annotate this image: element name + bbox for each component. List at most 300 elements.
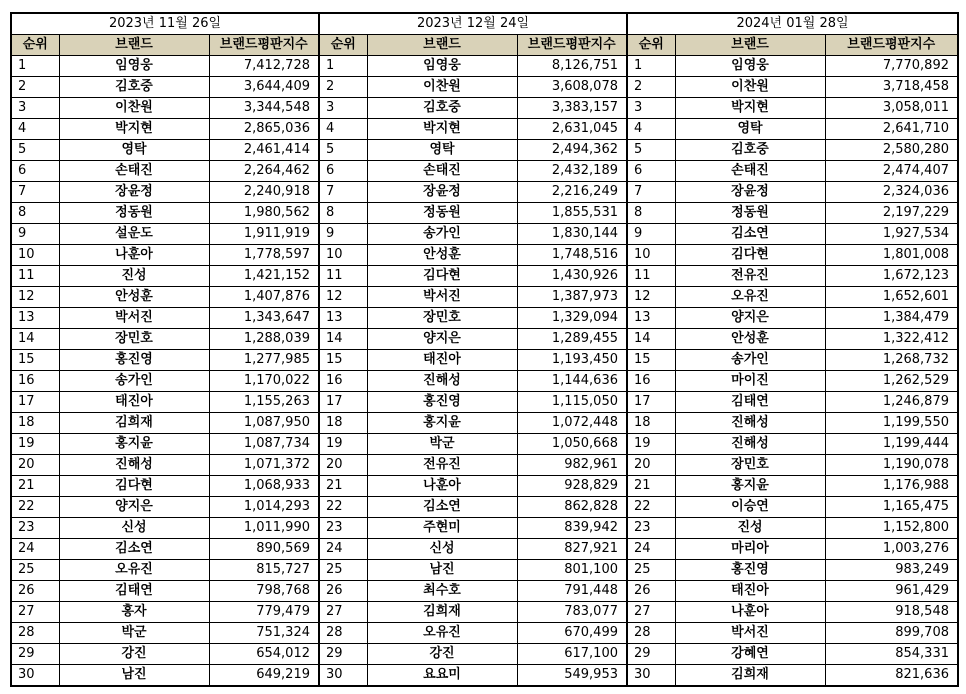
brand-cell: 김호중: [675, 140, 825, 161]
score-cell: 1,152,800: [825, 518, 958, 539]
brand-cell: 박서진: [59, 308, 209, 329]
table-row: [11, 266, 958, 287]
brand-cell: 임영웅: [675, 56, 825, 77]
rank-cell: 2: [11, 77, 59, 98]
brand-cell: 나훈아: [675, 602, 825, 623]
rank-cell: 6: [319, 161, 367, 182]
rank-cell: 9: [319, 224, 367, 245]
score-cell: 751,324: [209, 623, 319, 644]
brand-cell: 이찬원: [59, 98, 209, 119]
rank-cell: 16: [319, 371, 367, 392]
rank-cell: 15: [627, 350, 675, 371]
rank-cell: 14: [319, 329, 367, 350]
rank-cell: 29: [627, 644, 675, 665]
score-cell: 1,262,529: [825, 371, 958, 392]
brand-cell: 김희재: [367, 602, 517, 623]
rank-cell: 29: [319, 644, 367, 665]
score-cell: 670,499: [517, 623, 627, 644]
score-cell: 983,249: [825, 560, 958, 581]
rank-cell: 8: [319, 203, 367, 224]
brand-cell: 영탁: [675, 119, 825, 140]
rank-cell: 20: [319, 455, 367, 476]
brand-cell: 이찬원: [367, 77, 517, 98]
rank-cell: 24: [11, 539, 59, 560]
rank-cell: 11: [11, 266, 59, 287]
table-row: [11, 371, 958, 392]
rank-cell: 19: [627, 434, 675, 455]
rank-cell: 15: [11, 350, 59, 371]
score-cell: 3,383,157: [517, 98, 627, 119]
score-cell: 2,197,229: [825, 203, 958, 224]
rank-cell: 10: [319, 245, 367, 266]
brand-cell: 홍진영: [367, 392, 517, 413]
score-cell: 890,569: [209, 539, 319, 560]
rank-cell: 29: [11, 644, 59, 665]
brand-cell: 박지현: [367, 119, 517, 140]
ranking-table-container: [10, 12, 959, 687]
rank-cell: 7: [11, 182, 59, 203]
brand-cell: 마리아: [675, 539, 825, 560]
score-cell: 1,199,550: [825, 413, 958, 434]
brand-cell: 김태연: [59, 581, 209, 602]
score-cell: 1,980,562: [209, 203, 319, 224]
rank-cell: 18: [11, 413, 59, 434]
score-cell: 1,652,601: [825, 287, 958, 308]
brand-cell: 김소연: [675, 224, 825, 245]
score-cell: 1,387,973: [517, 287, 627, 308]
rank-cell: 13: [319, 308, 367, 329]
brand-cell: 김다현: [59, 476, 209, 497]
rank-cell: 4: [627, 119, 675, 140]
score-cell: 654,012: [209, 644, 319, 665]
brand-cell: 태진아: [675, 581, 825, 602]
brand-cell: 장윤정: [59, 182, 209, 203]
score-cell: 1,289,455: [517, 329, 627, 350]
brand-cell: 김희재: [59, 413, 209, 434]
score-cell: 2,240,918: [209, 182, 319, 203]
rank-cell: 5: [319, 140, 367, 161]
score-cell: 1,268,732: [825, 350, 958, 371]
table-row: [11, 77, 958, 98]
brand-cell: 설운도: [59, 224, 209, 245]
score-cell: 1,115,050: [517, 392, 627, 413]
rank-cell: 22: [11, 497, 59, 518]
brand-cell: 정동원: [59, 203, 209, 224]
rank-cell: 30: [627, 665, 675, 687]
score-cell: 2,324,036: [825, 182, 958, 203]
brand-reputation-table: [10, 12, 959, 687]
brand-cell: 박서진: [367, 287, 517, 308]
score-cell: 1,672,123: [825, 266, 958, 287]
ranking-rows: [11, 56, 958, 687]
rank-cell: 9: [627, 224, 675, 245]
brand-header: 브랜드: [675, 35, 825, 56]
brand-cell: 오유진: [675, 287, 825, 308]
score-cell: 3,718,458: [825, 77, 958, 98]
rank-cell: 3: [627, 98, 675, 119]
brand-cell: 정동원: [367, 203, 517, 224]
brand-cell: 김소연: [367, 497, 517, 518]
brand-cell: 진해성: [675, 413, 825, 434]
score-cell: 7,770,892: [825, 56, 958, 77]
score-cell: 798,768: [209, 581, 319, 602]
rank-cell: 7: [627, 182, 675, 203]
score-header: 브랜드평판지수: [209, 35, 319, 56]
rank-cell: 16: [627, 371, 675, 392]
period-date-3: 2024년 01월 28일: [627, 13, 958, 35]
rank-cell: 6: [11, 161, 59, 182]
table-row: [11, 497, 958, 518]
rank-cell: 26: [319, 581, 367, 602]
rank-cell: 17: [627, 392, 675, 413]
brand-cell: 정동원: [675, 203, 825, 224]
brand-cell: 박서진: [675, 623, 825, 644]
score-cell: 791,448: [517, 581, 627, 602]
rank-cell: 13: [627, 308, 675, 329]
score-cell: 821,636: [825, 665, 958, 687]
rank-cell: 3: [319, 98, 367, 119]
brand-cell: 김호중: [367, 98, 517, 119]
rank-cell: 24: [319, 539, 367, 560]
brand-cell: 양지은: [675, 308, 825, 329]
score-cell: 918,548: [825, 602, 958, 623]
rank-cell: 17: [319, 392, 367, 413]
brand-cell: 진해성: [367, 371, 517, 392]
brand-cell: 김다현: [367, 266, 517, 287]
brand-cell: 남진: [59, 665, 209, 687]
brand-cell: 주현미: [367, 518, 517, 539]
score-cell: 1,343,647: [209, 308, 319, 329]
score-cell: 1,322,412: [825, 329, 958, 350]
table-row: [11, 287, 958, 308]
rank-cell: 30: [319, 665, 367, 687]
score-cell: 1,927,534: [825, 224, 958, 245]
brand-cell: 박지현: [59, 119, 209, 140]
score-cell: 1,014,293: [209, 497, 319, 518]
brand-cell: 태진아: [367, 350, 517, 371]
rank-cell: 6: [627, 161, 675, 182]
table-row: [11, 119, 958, 140]
rank-cell: 22: [319, 497, 367, 518]
rank-cell: 2: [627, 77, 675, 98]
brand-cell: 박군: [367, 434, 517, 455]
brand-cell: 마이진: [675, 371, 825, 392]
brand-cell: 양지은: [59, 497, 209, 518]
score-cell: 1,407,876: [209, 287, 319, 308]
rank-cell: 19: [319, 434, 367, 455]
score-header: 브랜드평판지수: [825, 35, 958, 56]
rank-cell: 21: [11, 476, 59, 497]
rank-cell: 12: [11, 287, 59, 308]
table-row: [11, 203, 958, 224]
rank-cell: 23: [627, 518, 675, 539]
table-row: [11, 623, 958, 644]
brand-cell: 송가인: [367, 224, 517, 245]
brand-cell: 최수호: [367, 581, 517, 602]
score-cell: 3,608,078: [517, 77, 627, 98]
brand-cell: 안성훈: [675, 329, 825, 350]
rank-cell: 21: [319, 476, 367, 497]
score-cell: 1,277,985: [209, 350, 319, 371]
brand-cell: 김호중: [59, 77, 209, 98]
brand-cell: 태진아: [59, 392, 209, 413]
score-cell: 2,461,414: [209, 140, 319, 161]
brand-header: 브랜드: [367, 35, 517, 56]
score-cell: 1,329,094: [517, 308, 627, 329]
rank-cell: 12: [319, 287, 367, 308]
score-cell: 1,087,734: [209, 434, 319, 455]
brand-cell: 손태진: [675, 161, 825, 182]
brand-cell: 오유진: [59, 560, 209, 581]
score-cell: 2,264,462: [209, 161, 319, 182]
score-cell: 1,003,276: [825, 539, 958, 560]
score-cell: 899,708: [825, 623, 958, 644]
score-cell: 1,193,450: [517, 350, 627, 371]
table-row: [11, 56, 958, 77]
score-cell: 1,288,039: [209, 329, 319, 350]
period-date-row: [11, 13, 958, 35]
score-cell: 1,830,144: [517, 224, 627, 245]
score-cell: 1,384,479: [825, 308, 958, 329]
brand-cell: 안성훈: [367, 245, 517, 266]
brand-cell: 임영웅: [367, 56, 517, 77]
table-row: [11, 602, 958, 623]
rank-cell: 5: [11, 140, 59, 161]
score-cell: 8,126,751: [517, 56, 627, 77]
rank-cell: 25: [319, 560, 367, 581]
table-row: [11, 182, 958, 203]
score-cell: 649,219: [209, 665, 319, 687]
rank-cell: 8: [627, 203, 675, 224]
rank-cell: 8: [11, 203, 59, 224]
score-cell: 862,828: [517, 497, 627, 518]
brand-cell: 장민호: [675, 455, 825, 476]
brand-cell: 송가인: [675, 350, 825, 371]
brand-cell: 송가인: [59, 371, 209, 392]
brand-header: 브랜드: [59, 35, 209, 56]
score-cell: 1,421,152: [209, 266, 319, 287]
score-cell: 1,144,636: [517, 371, 627, 392]
brand-cell: 이승연: [675, 497, 825, 518]
score-cell: 1,246,879: [825, 392, 958, 413]
brand-cell: 홍진영: [675, 560, 825, 581]
rank-cell: 12: [627, 287, 675, 308]
score-cell: 1,087,950: [209, 413, 319, 434]
rank-cell: 7: [319, 182, 367, 203]
brand-cell: 손태진: [367, 161, 517, 182]
brand-cell: 박군: [59, 623, 209, 644]
table-row: [11, 161, 958, 182]
rank-cell: 28: [319, 623, 367, 644]
brand-cell: 영탁: [367, 140, 517, 161]
brand-cell: 김소연: [59, 539, 209, 560]
score-header: 브랜드평판지수: [517, 35, 627, 56]
brand-cell: 장윤정: [367, 182, 517, 203]
score-cell: 1,071,372: [209, 455, 319, 476]
column-header-row: [11, 35, 958, 56]
brand-cell: 김태연: [675, 392, 825, 413]
brand-cell: 이찬원: [675, 77, 825, 98]
brand-cell: 장윤정: [675, 182, 825, 203]
brand-cell: 양지은: [367, 329, 517, 350]
rank-cell: 1: [11, 56, 59, 77]
table-row: [11, 98, 958, 119]
rank-header: 순위: [11, 35, 59, 56]
score-cell: 3,344,548: [209, 98, 319, 119]
score-cell: 801,100: [517, 560, 627, 581]
rank-header: 순위: [627, 35, 675, 56]
rank-cell: 20: [11, 455, 59, 476]
brand-cell: 홍지윤: [367, 413, 517, 434]
score-cell: 1,748,516: [517, 245, 627, 266]
brand-cell: 홍지윤: [675, 476, 825, 497]
rank-cell: 20: [627, 455, 675, 476]
rank-cell: 10: [11, 245, 59, 266]
rank-cell: 18: [319, 413, 367, 434]
rank-cell: 14: [11, 329, 59, 350]
rank-cell: 27: [319, 602, 367, 623]
brand-cell: 홍지윤: [59, 434, 209, 455]
score-cell: 2,631,045: [517, 119, 627, 140]
rank-cell: 14: [627, 329, 675, 350]
score-cell: 1,011,990: [209, 518, 319, 539]
brand-cell: 요요미: [367, 665, 517, 687]
score-cell: 1,778,597: [209, 245, 319, 266]
score-cell: 1,430,926: [517, 266, 627, 287]
table-row: [11, 518, 958, 539]
brand-cell: 신성: [59, 518, 209, 539]
period-date-1: 2023년 11월 26일: [11, 13, 319, 35]
rank-cell: 26: [627, 581, 675, 602]
table-row: [11, 581, 958, 602]
table-row: [11, 224, 958, 245]
table-row: [11, 308, 958, 329]
rank-cell: 15: [319, 350, 367, 371]
rank-cell: 30: [11, 665, 59, 687]
brand-cell: 홍자: [59, 602, 209, 623]
table-row: [11, 455, 958, 476]
brand-cell: 전유진: [367, 455, 517, 476]
rank-cell: 27: [627, 602, 675, 623]
score-cell: 2,216,249: [517, 182, 627, 203]
rank-cell: 28: [11, 623, 59, 644]
brand-cell: 장민호: [59, 329, 209, 350]
rank-cell: 11: [627, 266, 675, 287]
rank-cell: 25: [627, 560, 675, 581]
score-cell: 1,855,531: [517, 203, 627, 224]
brand-cell: 김희재: [675, 665, 825, 687]
brand-cell: 홍진영: [59, 350, 209, 371]
table-row: [11, 560, 958, 581]
score-cell: 1,911,919: [209, 224, 319, 245]
brand-cell: 진성: [59, 266, 209, 287]
table-row: [11, 329, 958, 350]
rank-cell: 16: [11, 371, 59, 392]
rank-cell: 13: [11, 308, 59, 329]
score-cell: 783,077: [517, 602, 627, 623]
brand-cell: 손태진: [59, 161, 209, 182]
rank-cell: 28: [627, 623, 675, 644]
score-cell: 1,165,475: [825, 497, 958, 518]
table-row: [11, 350, 958, 371]
rank-cell: 21: [627, 476, 675, 497]
table-row: [11, 392, 958, 413]
brand-cell: 나훈아: [367, 476, 517, 497]
brand-cell: 신성: [367, 539, 517, 560]
rank-cell: 23: [11, 518, 59, 539]
score-cell: 2,641,710: [825, 119, 958, 140]
score-cell: 779,479: [209, 602, 319, 623]
brand-cell: 진해성: [59, 455, 209, 476]
score-cell: 1,199,444: [825, 434, 958, 455]
score-cell: 839,942: [517, 518, 627, 539]
rank-cell: 1: [319, 56, 367, 77]
brand-cell: 장민호: [367, 308, 517, 329]
brand-cell: 박지현: [675, 98, 825, 119]
rank-cell: 26: [11, 581, 59, 602]
score-cell: 961,429: [825, 581, 958, 602]
table-row: [11, 140, 958, 161]
score-cell: 2,474,407: [825, 161, 958, 182]
rank-cell: 4: [11, 119, 59, 140]
score-cell: 1,170,022: [209, 371, 319, 392]
rank-cell: 5: [627, 140, 675, 161]
rank-cell: 18: [627, 413, 675, 434]
score-cell: 1,072,448: [517, 413, 627, 434]
score-cell: 2,865,036: [209, 119, 319, 140]
rank-cell: 23: [319, 518, 367, 539]
rank-cell: 11: [319, 266, 367, 287]
table-row: [11, 413, 958, 434]
score-cell: 549,953: [517, 665, 627, 687]
rank-cell: 24: [627, 539, 675, 560]
score-cell: 1,068,933: [209, 476, 319, 497]
score-cell: 1,190,078: [825, 455, 958, 476]
score-cell: 1,050,668: [517, 434, 627, 455]
rank-cell: 19: [11, 434, 59, 455]
rank-cell: 10: [627, 245, 675, 266]
brand-cell: 강진: [59, 644, 209, 665]
table-row: [11, 434, 958, 455]
table-row: [11, 245, 958, 266]
brand-cell: 진성: [675, 518, 825, 539]
score-cell: 2,494,362: [517, 140, 627, 161]
table-row: [11, 665, 958, 687]
brand-cell: 영탁: [59, 140, 209, 161]
rank-cell: 9: [11, 224, 59, 245]
brand-cell: 나훈아: [59, 245, 209, 266]
table-row: [11, 644, 958, 665]
rank-cell: 27: [11, 602, 59, 623]
rank-header: 순위: [319, 35, 367, 56]
score-cell: 1,155,263: [209, 392, 319, 413]
score-cell: 3,644,409: [209, 77, 319, 98]
brand-cell: 안성훈: [59, 287, 209, 308]
rank-cell: 22: [627, 497, 675, 518]
brand-cell: 강진: [367, 644, 517, 665]
score-cell: 827,921: [517, 539, 627, 560]
score-cell: 1,176,988: [825, 476, 958, 497]
score-cell: 3,058,011: [825, 98, 958, 119]
score-cell: 2,580,280: [825, 140, 958, 161]
brand-cell: 임영웅: [59, 56, 209, 77]
table-row: [11, 476, 958, 497]
table-row: [11, 539, 958, 560]
score-cell: 982,961: [517, 455, 627, 476]
rank-cell: 25: [11, 560, 59, 581]
rank-cell: 3: [11, 98, 59, 119]
brand-cell: 오유진: [367, 623, 517, 644]
